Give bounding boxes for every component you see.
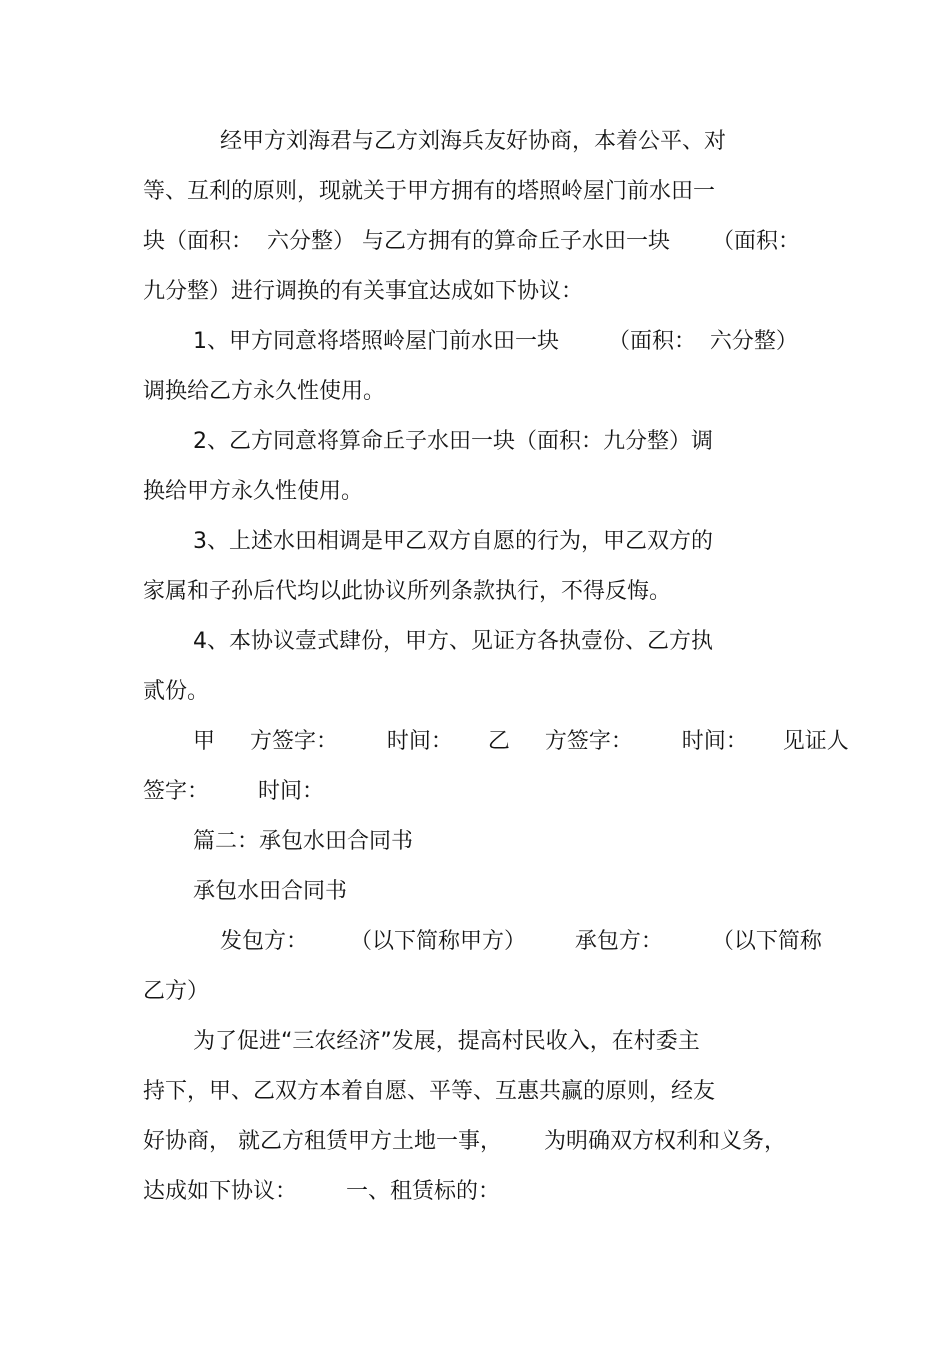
text-line-1: 经甲方刘海君与乙方刘海兵友好协商，本着公平、对 [220, 129, 727, 154]
text-line-21: 好协商， 就乙方租赁甲方土地一事， 为明确双方权利和义务， [143, 1129, 786, 1154]
text-line-9: 3、上述水田相调是甲乙双方自愿的行为，甲乙双方的 [193, 529, 713, 554]
text-line-12: 贰份。 [143, 679, 210, 704]
section-heading: 篇二：承包水田合同书 [193, 829, 414, 854]
contract-title: 承包水田合同书 [193, 879, 348, 904]
text-line-7: 2、乙方同意将算命丘子水田一块（面积：九分整）调 [193, 429, 713, 454]
text-line-6: 调换给乙方永久性使用。 [143, 379, 386, 404]
text-line-3: 块（面积： 六分整） 与乙方拥有的算命丘子水田一块 （面积： [143, 229, 800, 254]
text-line-20: 持下，甲、乙双方本着自愿、平等、互惠共赢的原则，经友 [143, 1079, 716, 1104]
text-line-5: 1、甲方同意将塔照岭屋门前水田一块 （面积： 六分整） [193, 329, 798, 354]
parties-line-cont: 乙方） [143, 979, 210, 1004]
text-line-19: 为了促进“三农经济”发展，提高村民收入，在村委主 [193, 1029, 700, 1054]
text-line-2: 等、互利的原则，现就关于甲方拥有的塔照岭屋门前水田一 [143, 179, 716, 204]
text-line-4: 九分整）进行调换的有关事宜达成如下协议： [143, 279, 584, 304]
parties-line: 发包方： （以下简称甲方） 承包方： （以下简称 [220, 929, 822, 954]
text-line-11: 4、本协议壹式肆份，甲方、见证方各执壹份、乙方执 [193, 629, 713, 654]
text-line-10: 家属和子孙后代均以此协议所列条款执行，不得反悔。 [143, 579, 672, 604]
text-line-8: 换给甲方永久性使用。 [143, 479, 364, 504]
signature-line-cont: 签字： 时间： [143, 779, 324, 804]
signature-line: 甲 方签字： 时间： 乙 方签字： 时间： 见证人 [193, 729, 849, 754]
text-line-22: 达成如下协议： 一、租赁标的： [143, 1179, 500, 1204]
